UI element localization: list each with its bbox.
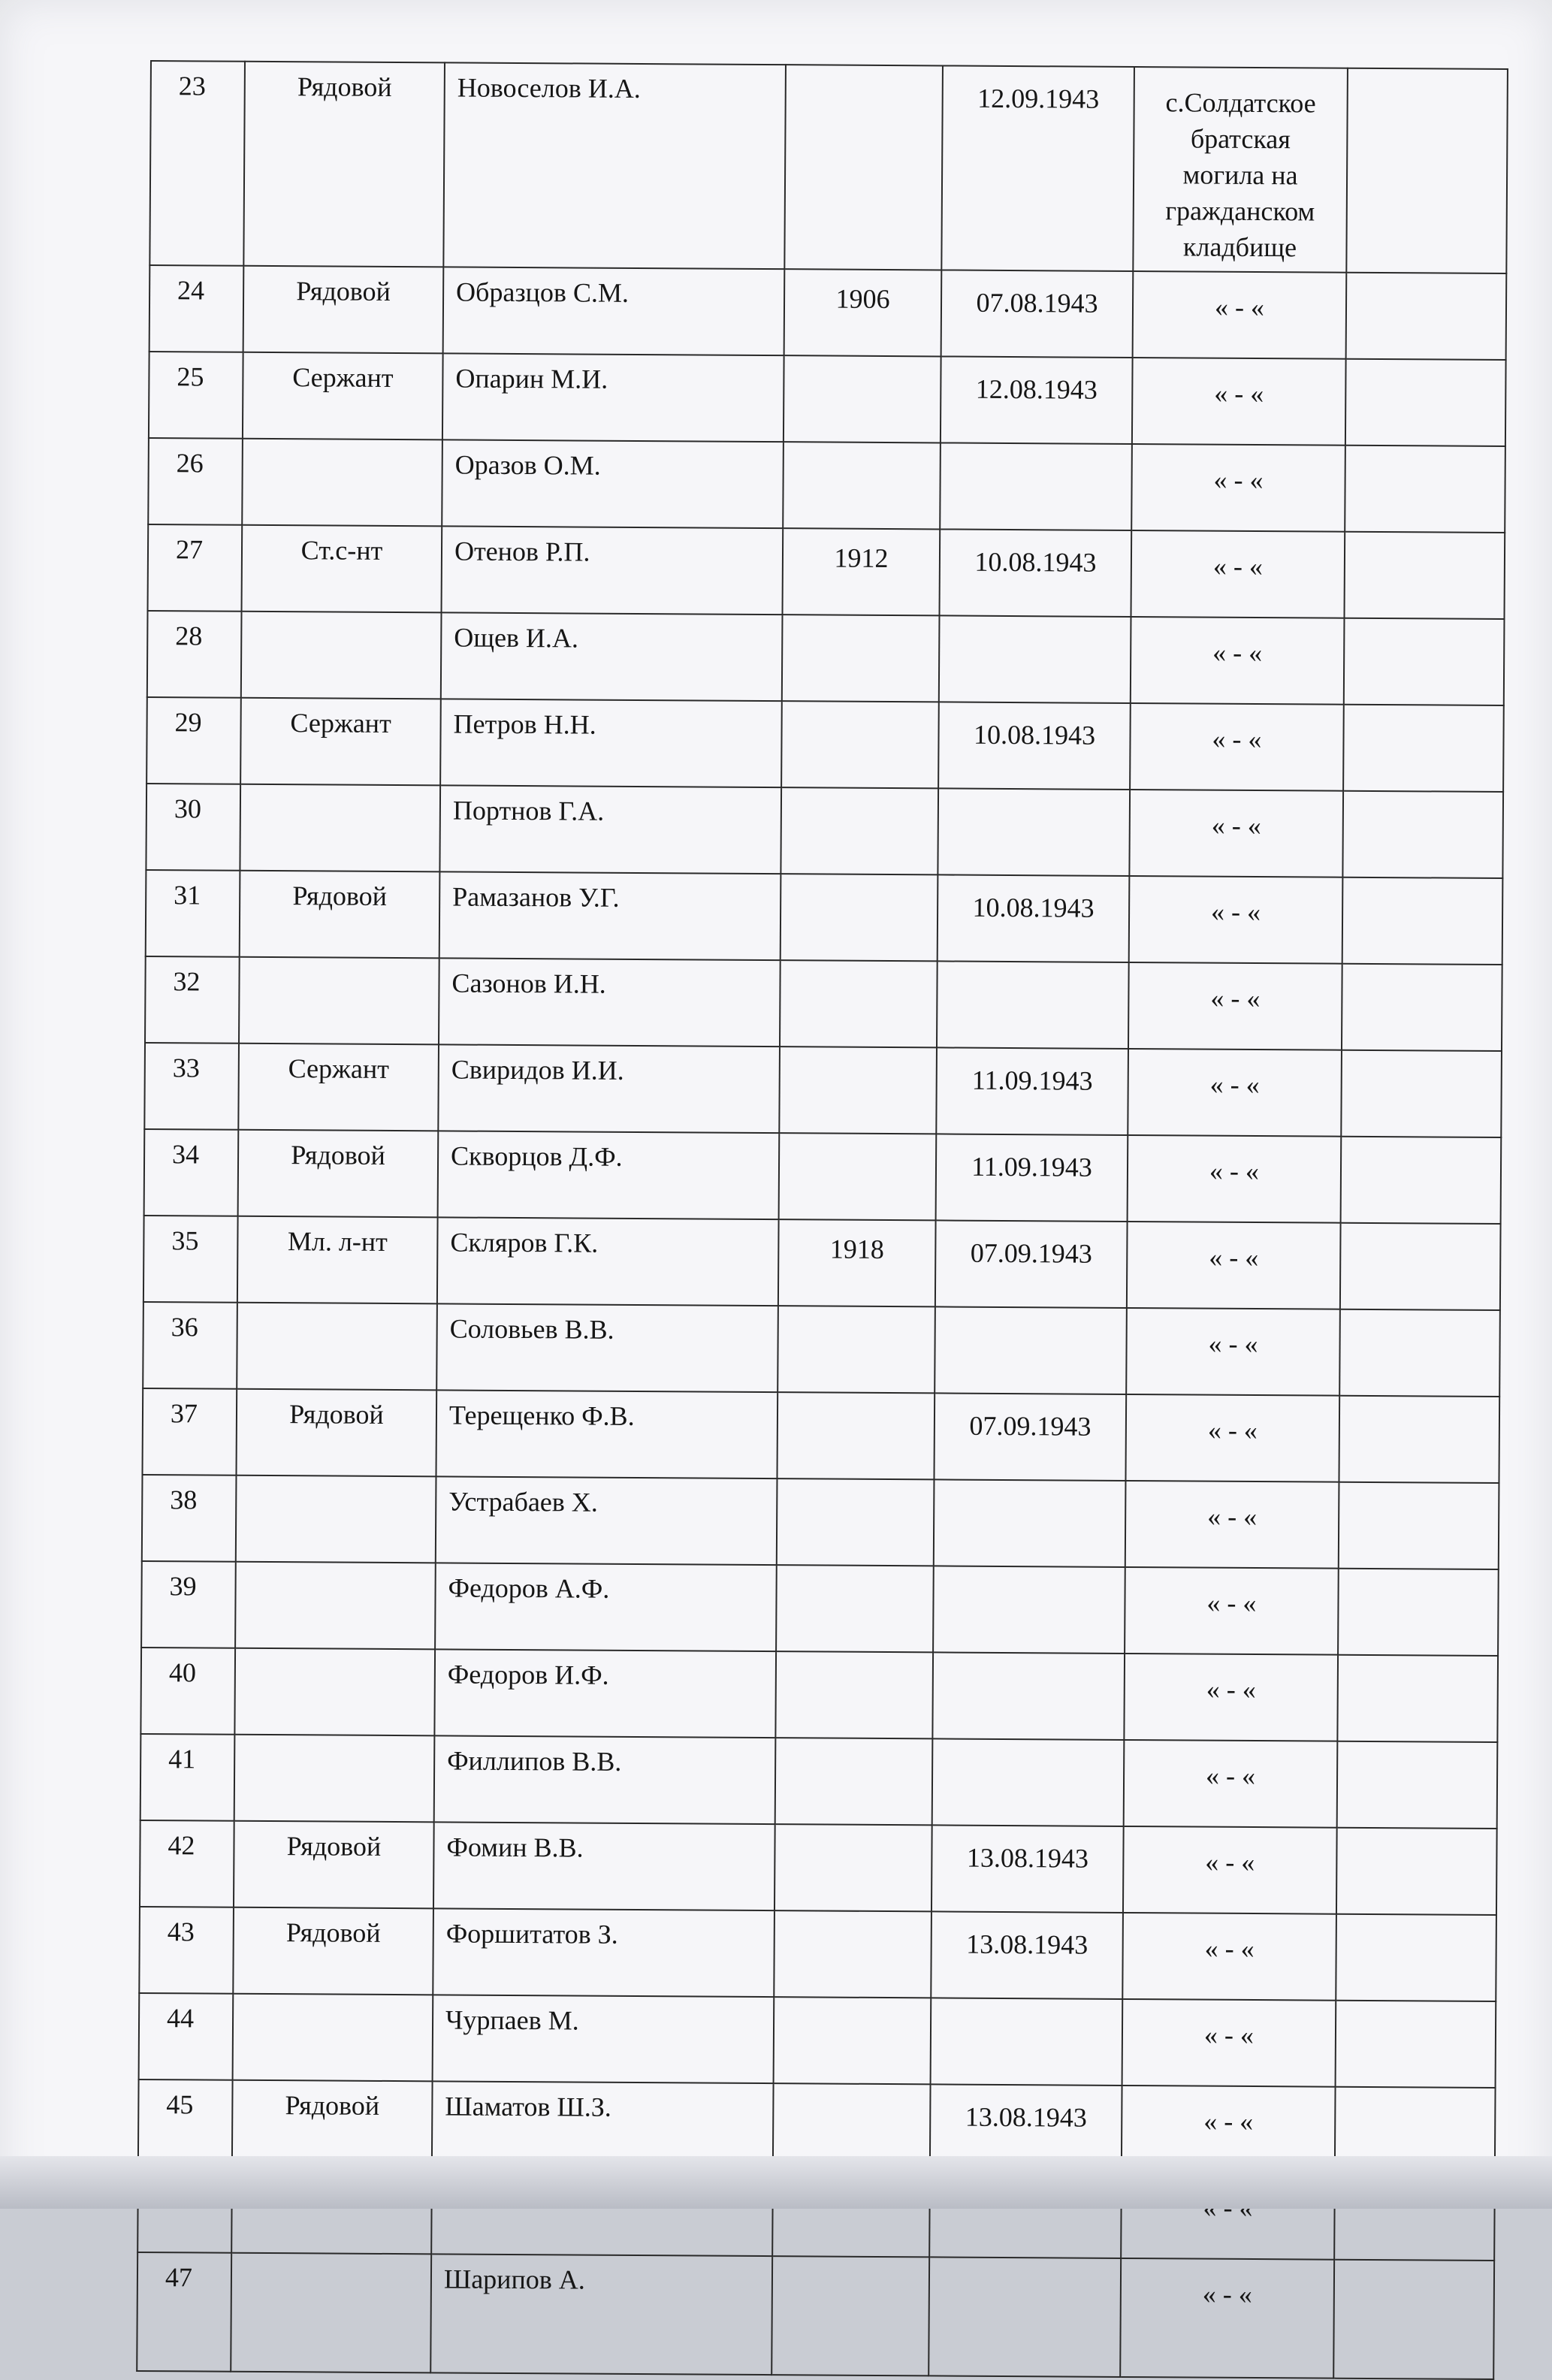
death-date [932,1738,1125,1826]
burial-place-line: « - « [1214,378,1264,409]
birth-year [779,1133,937,1220]
death-date [937,961,1129,1049]
military-rank [236,1475,436,1563]
row-number: 30 [146,784,240,871]
military-rank [233,1994,433,2082]
soldier-name: Федоров А.Ф. [435,1563,777,1651]
burial-place-line: « - « [1212,551,1264,582]
row-number: 29 [146,697,241,784]
burial-place [1128,1049,1342,1137]
birth-year [781,874,938,961]
soldier-name: Чурпаев М. [433,1995,774,2083]
burial-place [1126,1308,1340,1396]
row-number: 35 [143,1216,238,1303]
row-number: 37 [142,1388,237,1475]
burial-place [1120,2258,1334,2378]
row-number: 38 [142,1475,237,1562]
note-cell [1339,1396,1499,1483]
burial-place-line: « - « [1209,1155,1260,1187]
burial-place [1128,1135,1342,1223]
death-date: 11.09.1943 [936,1134,1128,1222]
military-rank: Рядовой [243,266,444,354]
burial-place [1130,703,1344,791]
soldier-name: Отенов Р.П. [442,526,784,615]
burial-place-line: гражданском [1165,195,1315,227]
row-number: 24 [149,265,244,352]
note-cell [1342,964,1502,1051]
military-rank: Рядовой [238,1130,439,1218]
table-row [143,1216,1501,1310]
birth-year [777,1478,935,1566]
birth-year [780,960,938,1047]
military-rank [234,1735,435,1823]
burial-list-sheet [136,60,1507,2380]
death-date: 13.08.1943 [930,2084,1122,2172]
death-date: 10.08.1943 [938,874,1130,962]
burial-place-line: « - « [1207,1501,1258,1533]
soldier-name: Терещенко Ф.В. [436,1390,778,1478]
birth-year: 1912 [783,528,941,615]
military-rank: Рядовой [232,2080,433,2168]
death-date [940,442,1132,530]
military-rank [240,784,440,872]
note-cell [1345,445,1505,533]
soldier-name: Рамазанов У.Г. [439,871,781,960]
military-rank: Рядовой [240,871,440,959]
burial-place-line: « - « [1203,2106,1254,2137]
death-date [939,615,1131,703]
burial-place [1128,962,1342,1050]
soldier-name: Новоселов И.А. [443,62,786,269]
military-rank: Сержант [238,1044,439,1131]
burial-place [1125,1481,1339,1569]
burial-place-line: « - « [1210,983,1261,1014]
note-cell [1345,359,1506,446]
burial-place [1129,790,1343,877]
death-date: 07.09.1943 [935,1220,1128,1308]
death-date: 07.09.1943 [934,1393,1126,1481]
birth-year [781,787,938,874]
note-cell [1337,1741,1498,1829]
burial-place [1122,1913,1336,2001]
death-date: 07.08.1943 [941,270,1134,358]
burial-place-line: « - « [1207,1415,1258,1446]
soldier-name: Опарин М.И. [442,353,784,442]
row-number: 45 [138,2079,233,2167]
note-cell [1341,1137,1502,1224]
soldier-name: Свиридов И.И. [438,1044,780,1133]
birth-year [775,1738,933,1825]
death-date [935,1306,1127,1394]
note-cell [1342,877,1503,965]
table-row [144,1043,1502,1137]
military-rank [239,957,439,1045]
soldier-name: Ощев И.А. [441,612,783,701]
table-row [139,1907,1496,2001]
birth-year [781,701,939,788]
row-number: 36 [143,1302,237,1389]
burial-place [1124,1740,1338,1828]
birth-year [776,1565,934,1652]
table-row [137,2252,1494,2379]
military-rank: Мл. л-нт [237,1216,438,1304]
military-rank [237,1303,437,1391]
birth-year [784,65,943,270]
burial-place-line: « - « [1208,1328,1258,1360]
birth-year [774,1824,932,1911]
burial-place [1125,1567,1339,1655]
burial-place-line: с.Солдатское [1165,87,1316,119]
burial-place-line: « - « [1206,1674,1256,1705]
burial-place [1132,358,1346,445]
military-rank: Рядовой [234,1821,434,1909]
row-number: 44 [139,1993,234,2080]
birth-year [778,1306,935,1393]
burial-place [1133,271,1347,359]
row-number: 26 [148,438,243,525]
death-date: 10.08.1943 [940,529,1132,617]
soldier-name: Скляров Г.К. [437,1217,779,1306]
table-row [149,61,1508,273]
note-cell [1344,618,1505,705]
soldier-name: Соловьев В.В. [436,1303,778,1392]
military-rank [234,1648,435,1736]
burial-place [1123,1826,1337,1914]
table-row [140,1734,1498,1829]
burial-place-line: « - « [1203,2019,1255,2051]
soldier-name: Шарипов А. [430,2254,772,2375]
row-number: 28 [147,611,242,698]
soldier-name: Петров Н.Н. [440,699,782,787]
soldier-name: Оразов О.М. [442,439,784,528]
death-date [932,1652,1125,1740]
table-row [141,1561,1499,1656]
note-cell [1336,1828,1497,1915]
burial-place-line: « - « [1205,1760,1256,1792]
military-rank [235,1562,436,1650]
note-cell [1342,791,1503,878]
table-row [146,870,1503,965]
table-row [147,611,1505,705]
burial-place-line: « - « [1204,1933,1255,1965]
table-row [144,1129,1502,1224]
soldier-name: Сазонов И.Н. [439,958,781,1047]
row-number: 42 [140,1820,234,1907]
row-number: 23 [149,61,245,266]
military-rank [231,2253,431,2373]
table-row [146,784,1503,878]
birth-year [782,615,940,702]
soldier-name: Филлипов В.В. [434,1735,776,1824]
military-rank [242,439,442,527]
burial-place-line: « - « [1211,810,1261,841]
table-row [146,697,1504,792]
row-number: 39 [141,1561,236,1648]
burial-place-line: кладбище [1182,231,1297,263]
note-cell [1339,1482,1499,1569]
birth-year [783,442,941,529]
burial-place [1133,67,1348,273]
row-number: 27 [148,524,243,612]
table-row [145,956,1502,1051]
row-number: 47 [137,2252,231,2372]
burial-place-line: могила на [1182,159,1298,191]
burial-place [1131,444,1345,532]
death-date: 12.09.1943 [941,65,1134,271]
burial-place-line: братская [1190,123,1291,155]
death-date: 12.08.1943 [941,356,1133,444]
death-date [938,788,1130,876]
table-row [140,1648,1498,1742]
burial-place [1125,1394,1339,1482]
death-date [934,1479,1126,1567]
table-row [148,438,1505,533]
burial-place-line: « - « [1212,723,1262,755]
table-row [142,1475,1499,1569]
row-number: 25 [149,352,243,439]
note-cell [1341,1050,1502,1137]
row-number: 43 [139,1907,234,1994]
death-date: 13.08.1943 [932,1825,1124,1913]
burial-place-line: « - « [1202,2279,1252,2310]
note-cell [1336,2001,1496,2088]
birth-year [771,2256,929,2375]
death-date: 10.08.1943 [938,702,1131,790]
soldier-name: Образцов С.М. [443,267,785,355]
military-rank: Ст.с-нт [242,525,442,613]
birth-year [775,1651,933,1738]
soldier-name: Портнов Г.А. [439,785,781,874]
military-rank: Сержант [240,698,441,786]
soldier-name: Фомин В.В. [433,1822,775,1910]
row-number: 40 [140,1648,235,1735]
table-body [137,61,1508,2379]
note-cell [1336,1914,1496,2001]
burial-place [1131,530,1345,618]
page-edge-shadow [0,2156,1552,2209]
military-rank: Рядовой [243,62,445,267]
military-rank: Рядовой [236,1389,436,1477]
table-row [149,265,1507,360]
burial-place-line: « - « [1206,1587,1257,1619]
note-cell [1333,2260,1494,2379]
military-rank [241,612,442,699]
soldier-name: Шаматов Ш.З. [432,2081,774,2170]
note-cell [1346,68,1508,273]
birth-year [774,1910,932,1998]
row-number: 31 [146,870,240,957]
burial-place [1129,876,1343,964]
burial-place [1122,1999,1336,2087]
table-row [143,1302,1500,1397]
death-date: 11.09.1943 [936,1047,1128,1135]
note-cell [1343,705,1504,792]
burial-place-line: « - « [1213,464,1264,496]
note-cell [1340,1223,1501,1310]
burial-place [1131,617,1345,705]
birth-year [774,1997,932,2084]
burial-place [1127,1222,1341,1309]
soldier-name: Скворцов Д.Ф. [438,1131,780,1219]
death-date [928,2257,1121,2377]
note-cell [1337,1655,1498,1742]
birth-year [784,355,941,442]
table-row [149,352,1506,446]
burial-place-line: « - « [1209,1069,1260,1101]
row-number: 41 [140,1734,235,1821]
row-number: 34 [144,1129,239,1216]
table-row [140,1820,1497,1915]
table-row [142,1388,1499,1483]
burial-place-line: « - « [1212,637,1263,669]
soldier-name: Федоров И.Ф. [434,1649,776,1738]
military-rank: Сержант [243,352,443,440]
soldier-name: Устрабаев Х. [436,1476,778,1565]
death-date [933,1566,1125,1654]
note-cell [1346,273,1507,360]
burial-place [1124,1654,1338,1741]
birth-year: 1906 [784,269,942,356]
burial-place-line: « - « [1205,1847,1255,1878]
military-rank: Рядовой [233,1907,433,1995]
burial-place-line: « - « [1210,896,1261,928]
birth-year [777,1392,935,1479]
burial-place-line: « - « [1214,291,1265,323]
death-date [931,1998,1123,2086]
table-row [148,524,1505,619]
note-cell [1344,532,1505,619]
death-date: 13.08.1943 [931,1911,1123,1999]
burial-place-line: « - « [1209,1242,1259,1273]
note-cell [1338,1569,1499,1656]
soldier-name: Форшитатов З. [433,1908,774,1997]
row-number: 32 [145,956,240,1044]
birth-year: 1918 [778,1219,936,1306]
row-number: 33 [144,1043,239,1130]
burial-list-table [136,60,1508,2380]
table-row [139,1993,1496,2088]
birth-year [779,1047,937,1134]
note-cell [1339,1309,1500,1397]
